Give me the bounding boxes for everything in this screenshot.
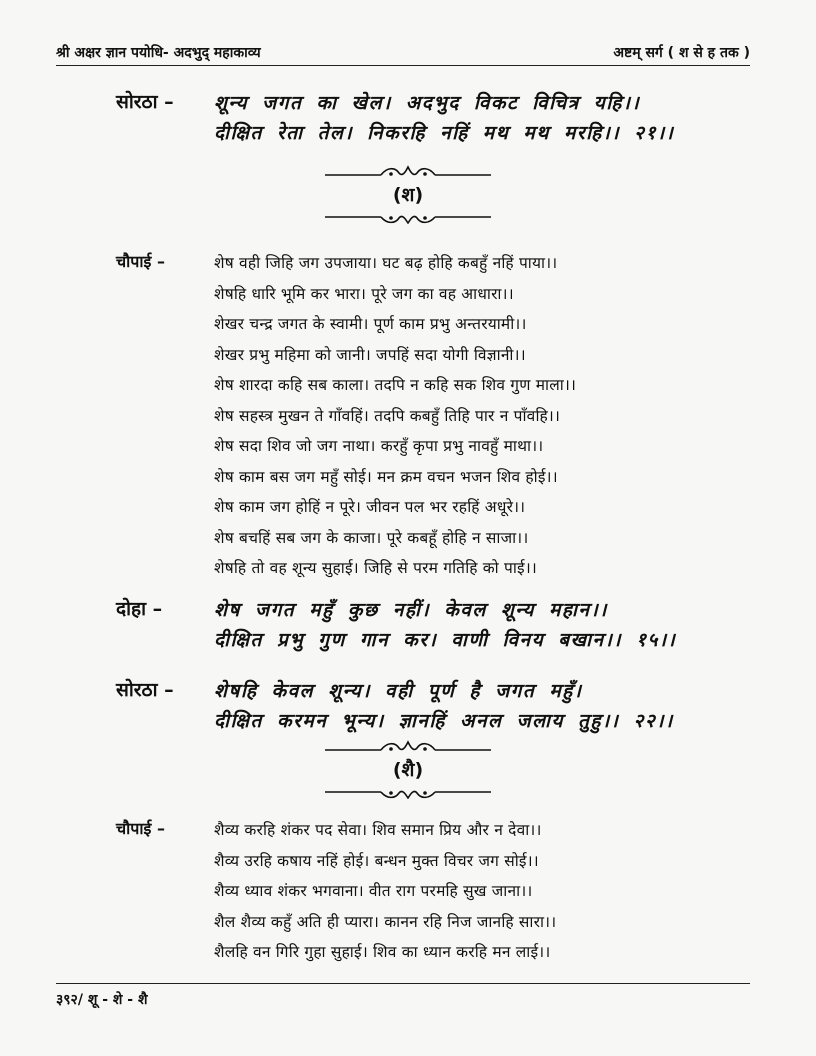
ornament-bottom-icon <box>325 211 491 225</box>
verse-label: सोरठा – <box>116 679 174 701</box>
verse-line: शेषहि केवल शून्य। वही पूर्ण है जगत महुँ। <box>214 680 583 702</box>
section-letter: (श) <box>392 184 424 206</box>
verse-line: शैव्य करहि शंकर पद सेवा। शिव समान प्रिय और न देवा।। <box>214 821 542 839</box>
verse-line: शेषहि धारि भूमि कर भारा। पूरे जग का वह आधारा।। <box>214 284 514 303</box>
verse-line: शैलहि वन गिरि गुहा सुहाई। शिव का ध्यान करहि मन लाई।। <box>214 943 551 961</box>
verse-line: शेष जगत महुँ कुछ नहीं। केवल शून्य महान।। <box>214 599 608 621</box>
verse-line: दीक्षित करमन भून्य। ज्ञानहिं अनल जलाय तुहु।। २२।। <box>214 710 674 732</box>
verse-label: चौपाई – <box>116 819 165 838</box>
verse-line: दीक्षित प्रभु गुण गान कर। वाणी विनय बखान।। १५।। <box>214 629 677 651</box>
verse-label: सोरठा – <box>116 91 174 113</box>
verse-line: दीक्षित रेता तेल। निकरहि नहिं मथ मथ मरहि।। २१।। <box>214 122 675 144</box>
page-header <box>56 40 750 66</box>
verse-line: शेष शारदा कहि सब काला। तदपि न कहि सक शिव गुण माला।। <box>214 376 577 394</box>
verse-line: शेखर प्रभु महिमा को जानी। जपहिं सदा योगी विज्ञानी।। <box>214 345 526 364</box>
verse-line: शेषहि तो वह शून्य सुहाई। जिहि से परम गतिहि को पाई।। <box>214 559 537 577</box>
verse-line: शैल शैव्य कहुँ अति ही प्यारा। कानन रहि निज जानहि सारा।। <box>214 912 557 931</box>
verse-line: शून्य जगत का खेल। अदभुद विकट विचित्र यहि।। <box>214 92 641 114</box>
verse-line: शेखर चन्द्र जगत के स्वामी। पूर्ण काम प्रभु अन्तरयामी।। <box>214 315 527 333</box>
section-letter: (शै) <box>392 759 424 781</box>
verse-label: दोहा – <box>116 598 163 620</box>
page-number: ३९२/ शू - शे - शै <box>56 992 148 1008</box>
verse-line: शेष सहस्त्र मुखन ते गाँवहिं। तदपि कबहुँ तिहि पार न पाँवहि।। <box>214 406 561 425</box>
page-footer <box>56 983 750 1009</box>
verse-line: शेष सदा शिव जो जग नाथा। करहुँ कृपा प्रभु नावहुँ माथा।। <box>214 437 544 455</box>
ornament-top-icon <box>325 165 491 179</box>
verse-line: शेष काम बस जग महुँ सोई। मन क्रम वचन भजन शिव होई।। <box>214 467 558 486</box>
verse-line: शेष वही जिहि जग उपजाया। घट बढ़ होहि कबहुँ नहिं पाया।। <box>214 254 558 272</box>
verse-line: शैव्य उरहि कषाय नहिं होई। बन्धन मुक्त विचर जग सोई।। <box>214 851 539 870</box>
ornament-bottom-icon <box>325 786 491 800</box>
ornament-top-icon <box>325 740 491 754</box>
verse-label: चौपाई – <box>116 252 165 271</box>
chapter-title: अष्टम् सर्ग ( श से ह तक ) <box>613 45 750 61</box>
section-divider-sha <box>0 165 816 227</box>
verse-line: शैव्य ध्याव शंकर भगवाना। वीत राग परमहि सुख जाना।। <box>214 882 533 900</box>
section-divider-shai <box>0 740 816 802</box>
verse-line: शेष बचहिं सब जग के काजा। पूरे कबहूँ होहि न साजा।। <box>214 528 529 547</box>
verse-line: शेष काम जग होहिं न पूरे। जीवन पल भर रहहिं अधूरे।। <box>214 498 526 516</box>
book-title: श्री अक्षर ज्ञान पयोधि- अदभुद् महाकाव्य <box>56 45 261 61</box>
